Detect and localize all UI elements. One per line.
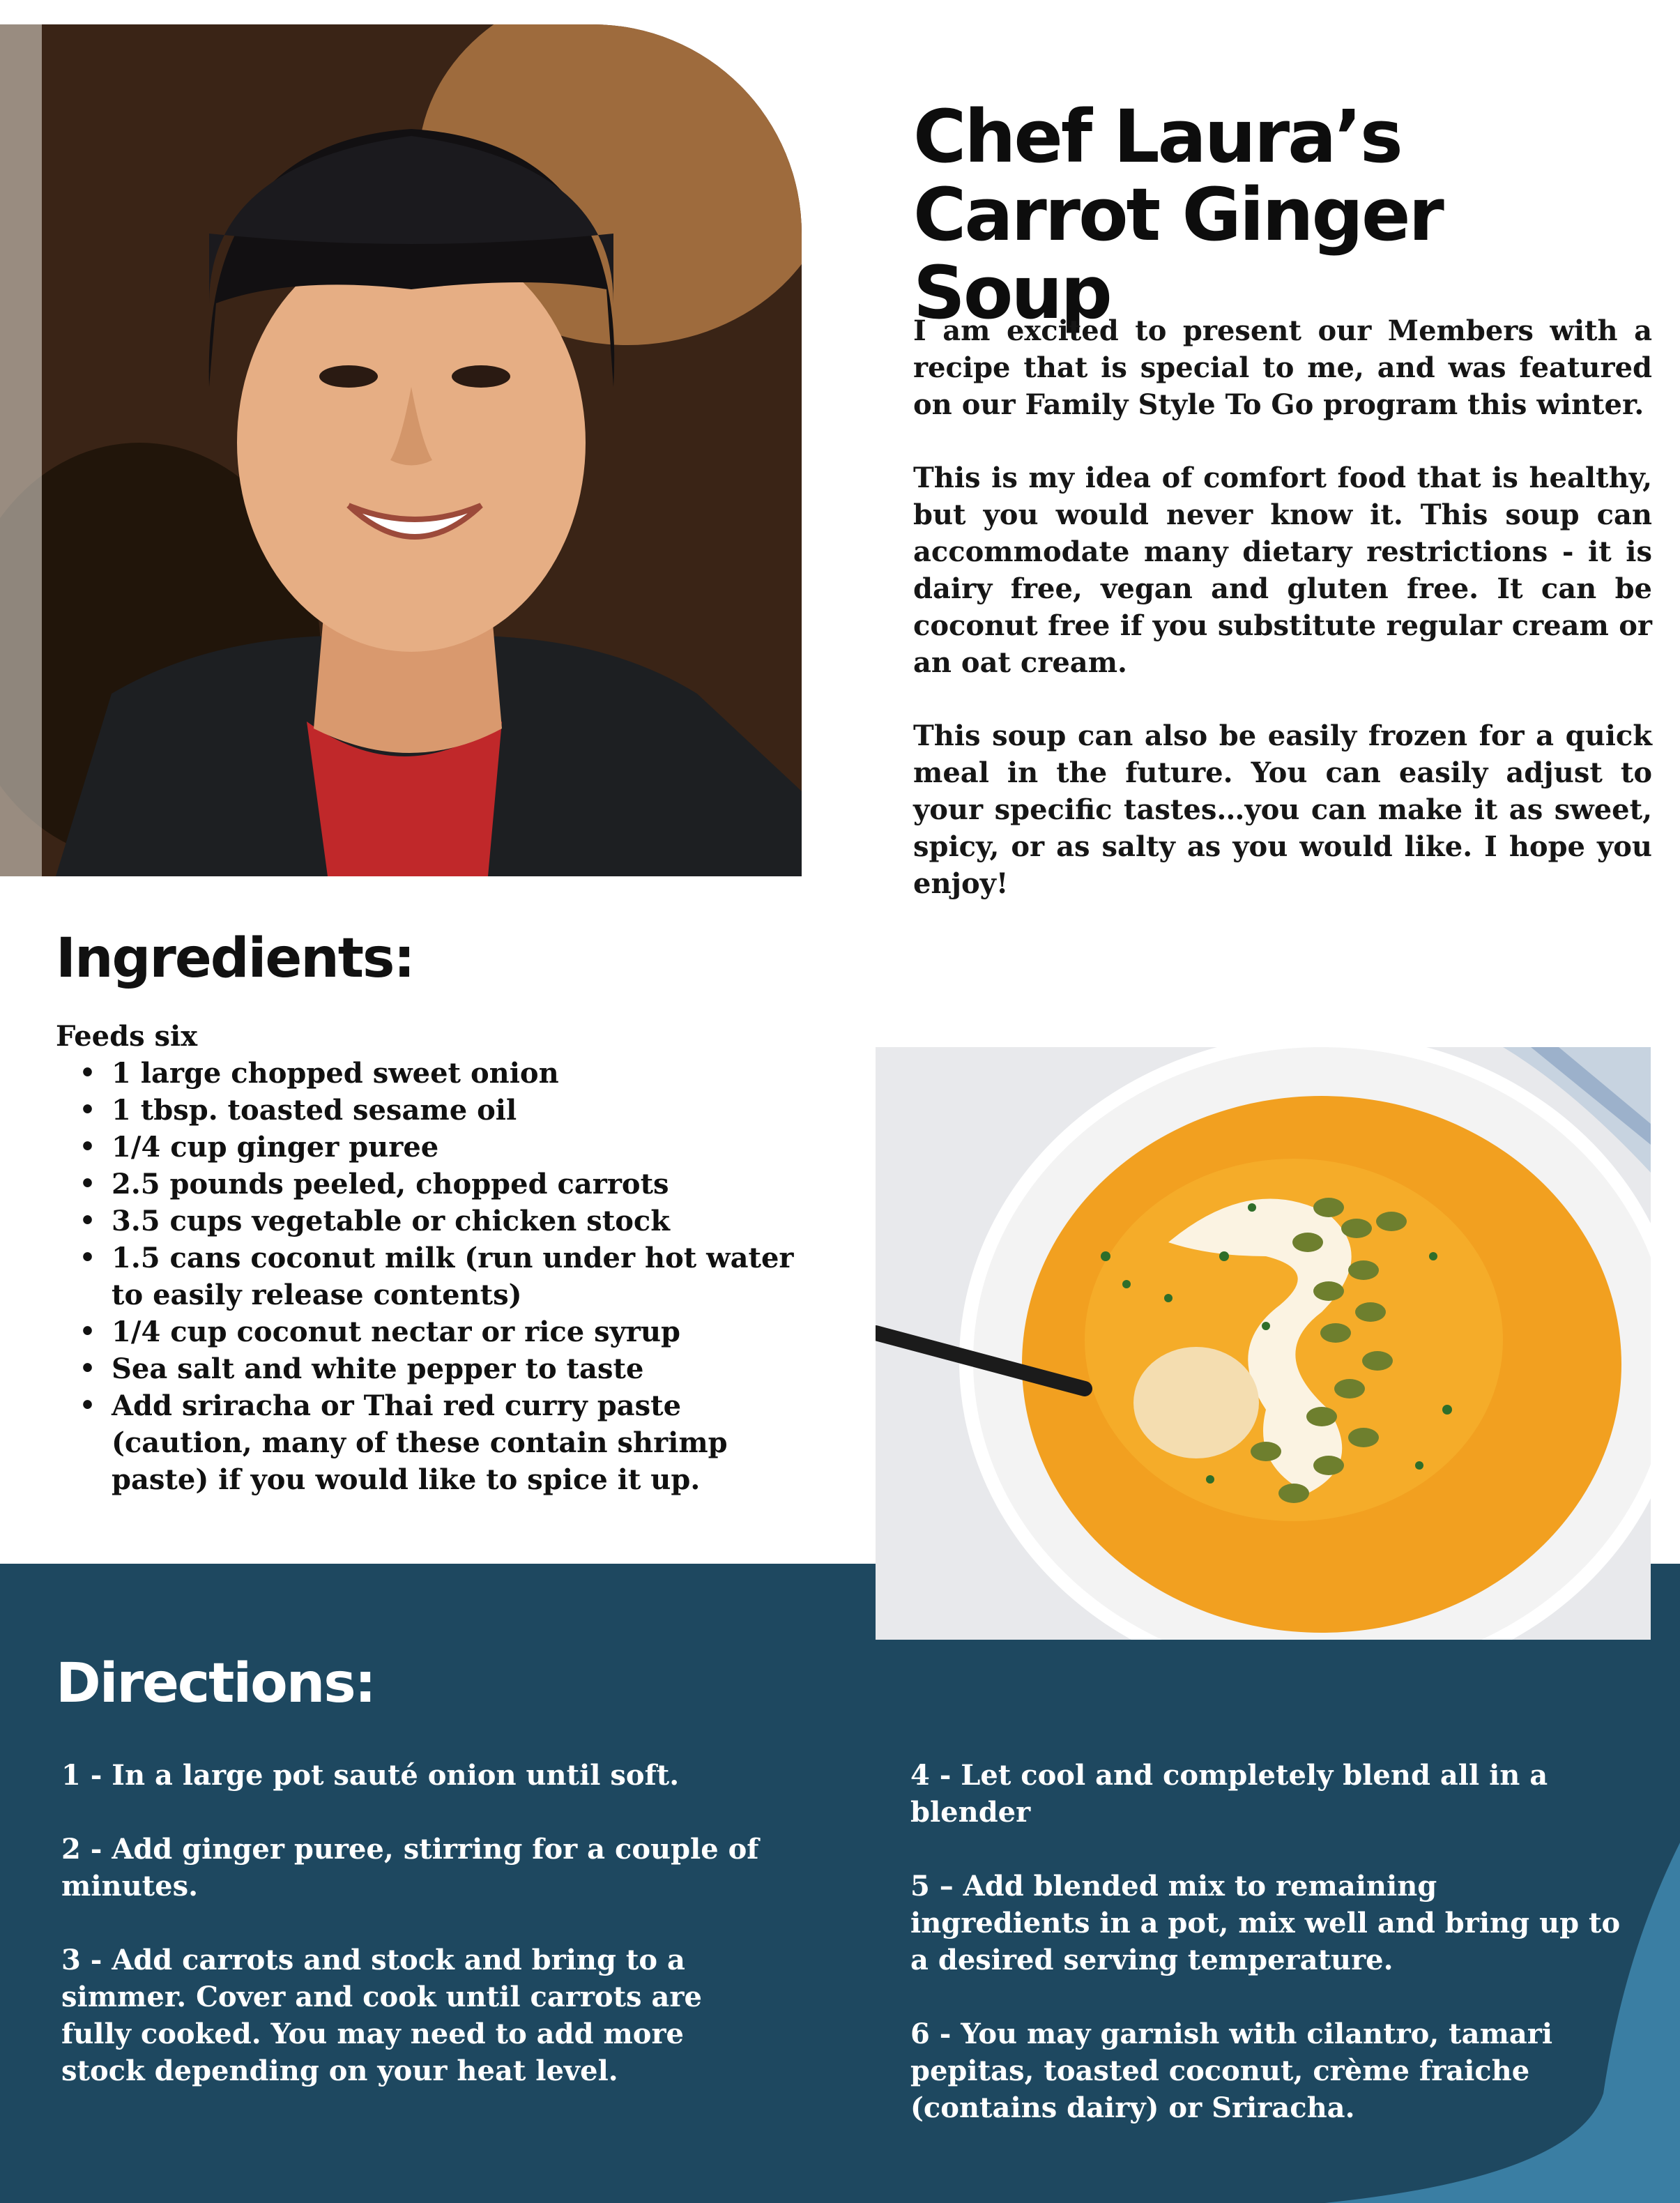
intro-paragraph-3: This soup can also be easily frozen for a quick meal in the future. You can easily adjust to your specific tastes…you can make it as sweet, spicy, or as salty as you would like. I hope you enjoy! [913,719,1652,900]
soup-photo [876,1047,1651,1640]
chef-photo [0,24,802,876]
direction-step-4: 4 - Let cool and completely blend all in a blender [910,1759,1548,1829]
directions-column-left [61,1757,772,2126]
title-line-1: Chef Laura’s [913,94,1401,179]
directions-heading: Directions: [56,1652,375,1715]
list-item [56,1387,823,1498]
list-item [56,1240,823,1313]
direction-step-5: 5 – Add blended mix to remaining ingredients in a pot, mix well and bring up to a desired serving temperature. [910,1870,1621,1976]
bullet-icon: • [79,1391,96,1420]
direction-step-3: 3 - Add carrots and stock and bring to a simmer. Cover and cook until carrots are fully cooked. You may need to add more stock depending on your heat level. [61,1944,702,2087]
ingredient-text: Add sriracha or Thai red curry paste (caution, many of these contain shrimp paste) if you would like to spice it up. [112,1389,728,1496]
direction-step-6: 6 - You may garnish with cilantro, tamari pepitas, toasted coconut, crème fraiche (contains dairy) or Sriracha. [910,2018,1553,2124]
list-item [56,1055,823,1092]
bullet-icon: • [79,1354,96,1383]
servings-note: Feeds six [56,1020,198,1053]
bullet-icon: • [79,1058,96,1088]
direction-step-1: 1 - In a large pot sauté onion until soft. [61,1759,680,1792]
ingredient-text: 1 tbsp. toasted sesame oil [112,1094,517,1127]
bullet-icon: • [79,1243,96,1272]
list-item [56,1092,823,1129]
bullet-icon: • [79,1169,96,1198]
bullet-icon: • [79,1095,96,1125]
ingredients-heading: Ingredients: [56,927,414,990]
list-item [56,1166,823,1203]
ingredient-text: 1 large chopped sweet onion [112,1057,559,1090]
intro-text [913,312,1652,938]
list-item [56,1313,823,1350]
intro-paragraph-1: I am excited to present our Members with a recipe that is special to me, and was featured on our Family Style To Go program this winter. [913,314,1652,421]
page-title [913,94,1645,335]
bullet-icon: • [79,1206,96,1235]
title-line-2: Carrot Ginger Soup [913,172,1442,335]
ingredient-text: 1/4 cup ginger puree [112,1131,439,1164]
direction-step-2: 2 - Add ginger puree, stirring for a couple of minutes. [61,1833,759,1903]
bullet-icon: • [79,1317,96,1346]
ingredient-text: Sea salt and white pepper to taste [112,1352,644,1385]
ingredient-text: 1.5 cans coconut milk (run under hot water to easily release contents) [112,1242,794,1311]
ingredients-list [56,1055,823,1498]
list-item [56,1350,823,1387]
directions-column-right [910,1757,1621,2163]
intro-paragraph-2: This is my idea of comfort food that is healthy, but you would never know it. This soup can accommodate many dietary restrictions - it is dairy free, vegan and gluten free. It can be coconut free if you substitute regular cream or an oat cream. [913,462,1652,679]
ingredient-text: 1/4 cup coconut nectar or rice syrup [112,1316,681,1348]
list-item [56,1129,823,1166]
ingredient-text: 2.5 pounds peeled, chopped carrots [112,1168,669,1200]
bullet-icon: • [79,1132,96,1161]
list-item [56,1203,823,1240]
ingredient-text: 3.5 cups vegetable or chicken stock [112,1205,670,1237]
ingredients-section [56,1018,823,1498]
